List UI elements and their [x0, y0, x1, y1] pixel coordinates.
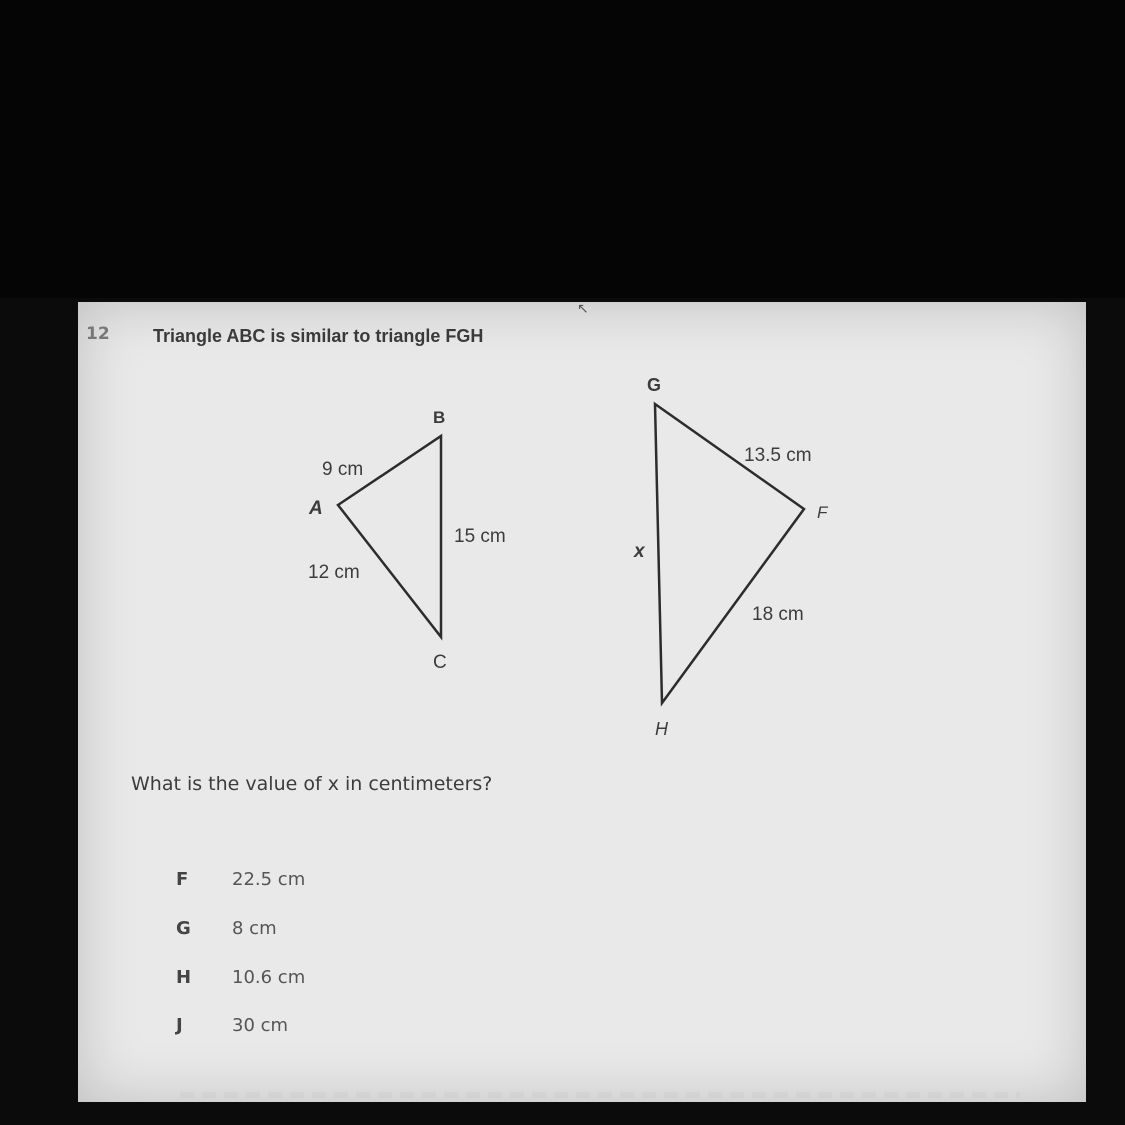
vertex-b-label: B: [433, 408, 446, 427]
vertex-c-label: C: [433, 652, 447, 673]
pointer-cursor-icon: ↖: [577, 301, 589, 317]
answer-choice-h[interactable]: [176, 967, 305, 988]
cropped-footer-text: [180, 1092, 1020, 1098]
choice-text: 10.6 cm: [232, 967, 306, 988]
side-fh-label: 18 cm: [752, 604, 804, 625]
choice-text: 30 cm: [232, 1015, 289, 1036]
vertex-h-label: H: [655, 719, 668, 739]
choice-letter: H: [176, 967, 192, 988]
side-ac-label: 12 cm: [308, 562, 360, 583]
question-stem: Triangle ABC is similar to triangle FGH: [153, 326, 484, 346]
choice-text: 8 cm: [232, 918, 277, 939]
side-ab-label: 9 cm: [322, 459, 364, 480]
vertex-f-label: F: [817, 503, 828, 522]
vertex-g-label: G: [647, 375, 662, 395]
choice-letter: J: [176, 1015, 183, 1036]
choice-letter: G: [176, 918, 191, 939]
vertex-a-label: A: [309, 498, 323, 519]
answer-choice-g[interactable]: [176, 918, 277, 939]
choice-letter: F: [176, 869, 189, 890]
choice-text: 22.5 cm: [232, 869, 306, 890]
side-gh-label: x: [634, 541, 645, 562]
question-prompt: What is the value of x in centimeters?: [131, 773, 493, 795]
question-number: 12: [86, 324, 110, 344]
side-bc-label: 15 cm: [454, 526, 506, 547]
side-gf-label: 13.5 cm: [744, 445, 812, 466]
answer-choice-f[interactable]: [176, 869, 305, 890]
answer-choice-j[interactable]: [176, 1015, 288, 1036]
